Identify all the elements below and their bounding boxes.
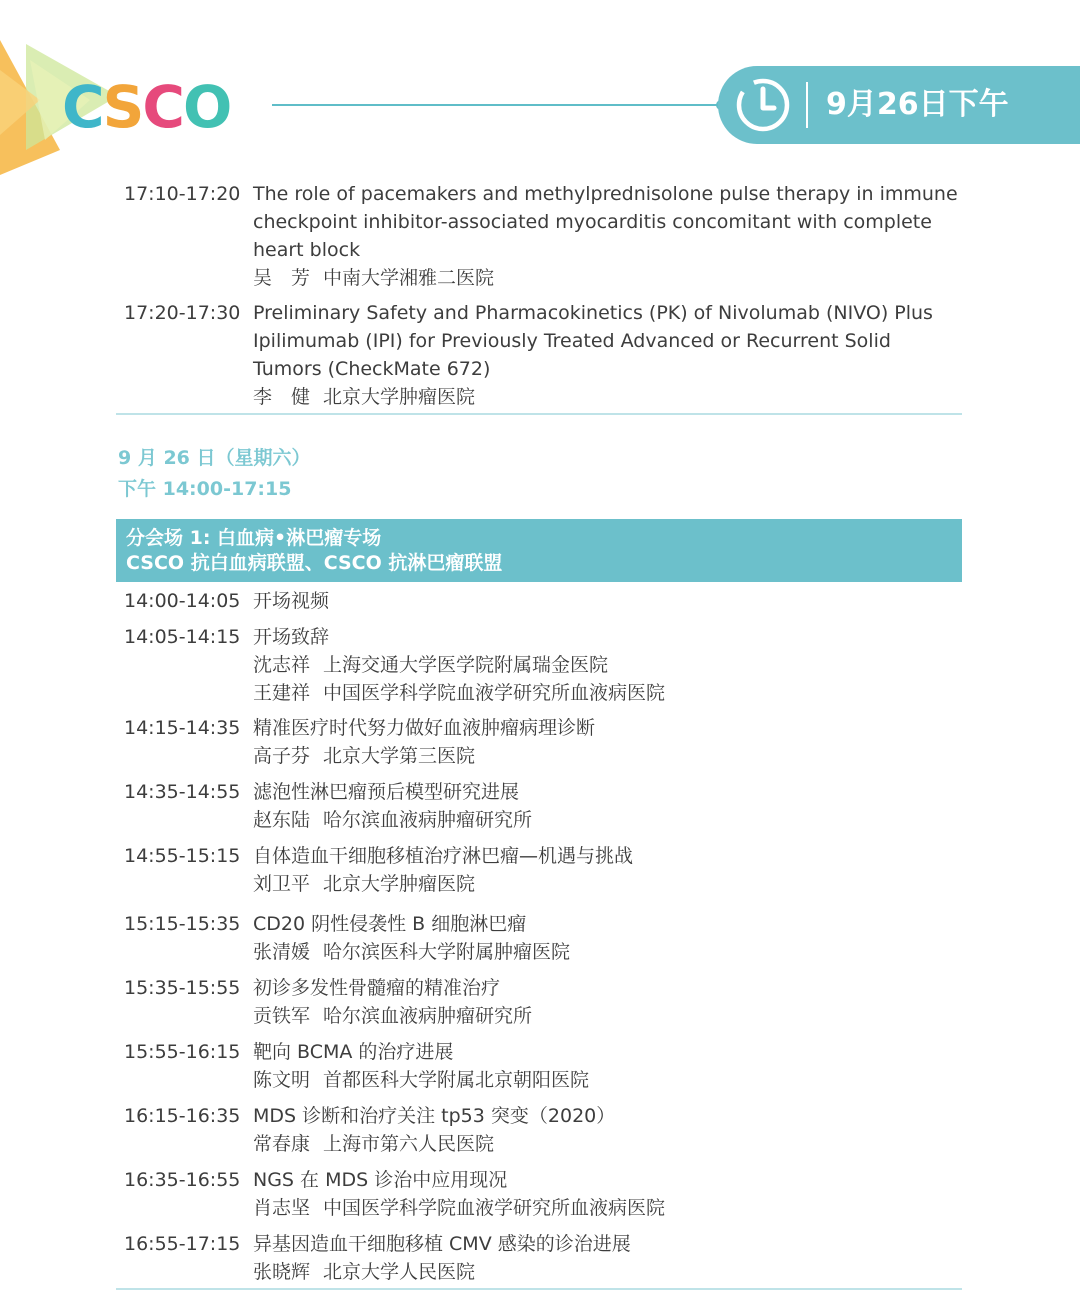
- header-divider-line: [272, 104, 732, 106]
- item-title: 初诊多发性骨髓瘤的精准治疗: [253, 977, 501, 999]
- item-title: 滤泡性淋巴瘤预后模型研究进展: [253, 781, 520, 803]
- item-title: 开场致辞: [253, 626, 330, 648]
- item-speaker: [253, 264, 963, 292]
- item-time: 15:15-15:35: [124, 913, 241, 935]
- item-speaker: [253, 1002, 963, 1030]
- item-time: 14:55-15:15: [124, 845, 241, 867]
- page-header: [0, 0, 1080, 170]
- item-title: 自体造血干细胞移植治疗淋巴瘤—机遇与挑战: [253, 845, 634, 867]
- item-title: 精准医疗时代努力做好血液肿瘤病理诊断: [253, 717, 596, 739]
- speaker-name: 常春康: [253, 1133, 311, 1155]
- speaker-name: 贡铁军: [253, 1005, 311, 1027]
- item-speaker: [253, 1066, 963, 1094]
- speaker-name: 赵东陆: [253, 809, 311, 831]
- speaker-institution: 哈尔滨血液病肿瘤研究所: [323, 809, 533, 831]
- speaker-institution: 北京大学第三医院: [323, 745, 476, 767]
- speaker-institution: 北京大学肿瘤医院: [323, 873, 476, 895]
- section-divider: [116, 1288, 962, 1290]
- item-title: The role of pacemakers and methylprednisolone pulse therapy in immune checkpoint inhibitor-associated myocarditis concomitant with complete heart block: [253, 183, 958, 261]
- item-speaker: [253, 679, 963, 707]
- day-date: 9 月 26 日（星期六）: [118, 447, 311, 469]
- item-title: CD20 阴性侵袭性 B 细胞淋巴瘤: [253, 913, 527, 935]
- item-title: Preliminary Safety and Pharmacokinetics (PK) of Nivolumab (NIVO) Plus Ipilimumab (IPI) for Previously Treated Advanced or Recurrent Solid Tumors (CheckMate 672): [253, 302, 933, 380]
- speaker-institution: 首都医科大学附属北京朝阳医院: [323, 1069, 590, 1091]
- item-speaker: [253, 938, 963, 966]
- speaker-name: 刘卫平: [253, 873, 311, 895]
- speaker-name: 高子芬: [253, 745, 311, 767]
- item-title: 靶向 BCMA 的治疗进展: [253, 1041, 454, 1063]
- item-speaker: [253, 1130, 963, 1158]
- item-speaker: [253, 870, 963, 898]
- speaker-name: 沈志祥: [253, 654, 311, 676]
- section-divider: [116, 413, 962, 415]
- item-time: 16:55-17:15: [124, 1233, 241, 1255]
- speaker-name: 肖志坚: [253, 1197, 311, 1219]
- item-time: 17:10-17:20: [124, 183, 241, 205]
- item-title: 异基因造血干细胞移植 CMV 感染的诊治进展: [253, 1233, 631, 1255]
- item-title: 开场视频: [253, 590, 330, 612]
- speaker-institution: 上海市第六人民医院: [323, 1133, 495, 1155]
- speaker-name: 王建祥: [253, 682, 311, 704]
- item-time: 15:55-16:15: [124, 1041, 241, 1063]
- item-speaker: [253, 1258, 963, 1286]
- speaker-institution: 中国医学科学院血液学研究所血液病医院: [323, 1197, 666, 1219]
- item-title: NGS 在 MDS 诊治中应用现况: [253, 1169, 508, 1191]
- item-time: 16:15-16:35: [124, 1105, 241, 1127]
- speaker-name: 张清媛: [253, 941, 311, 963]
- item-speaker: [253, 383, 963, 411]
- speaker-institution: 北京大学肿瘤医院: [323, 386, 476, 408]
- session-header: [116, 519, 962, 582]
- speaker-institution: 北京大学人民医院: [323, 1261, 476, 1283]
- speaker-name: 李 健: [253, 386, 311, 408]
- clock-icon: [734, 76, 792, 134]
- date-label: 9月26日下午: [826, 87, 1009, 122]
- date-badge: [718, 66, 1080, 144]
- speaker-name: 陈文明: [253, 1069, 311, 1091]
- item-speaker: [253, 806, 963, 834]
- speaker-institution: 哈尔滨医科大学附属肿瘤医院: [323, 941, 571, 963]
- speaker-institution: 中南大学湘雅二医院: [323, 267, 495, 289]
- day-time: 下午 14:00-17:15: [118, 478, 292, 500]
- csco-logo: C S C O: [62, 73, 231, 141]
- speaker-institution: 哈尔滨血液病肿瘤研究所: [323, 1005, 533, 1027]
- item-speaker: [253, 651, 963, 679]
- session-organizers: CSCO 抗白血病联盟、CSCO 抗淋巴瘤联盟: [126, 552, 503, 574]
- item-time: 14:15-14:35: [124, 717, 241, 739]
- item-time: 14:05-14:15: [124, 626, 241, 648]
- speaker-institution: 上海交通大学医学院附属瑞金医院: [323, 654, 609, 676]
- item-speaker: [253, 742, 963, 770]
- session-title: 分会场 1: 白血病•淋巴瘤专场: [126, 527, 382, 549]
- item-title: MDS 诊断和治疗关注 tp53 突变（2020）: [253, 1105, 616, 1127]
- badge-divider: [806, 82, 808, 128]
- item-speaker: [253, 1194, 963, 1222]
- item-time: 15:35-15:55: [124, 977, 241, 999]
- speaker-institution: 中国医学科学院血液学研究所血液病医院: [323, 682, 666, 704]
- speaker-name: 吴 芳: [253, 267, 311, 289]
- speaker-name: 张晓辉: [253, 1261, 311, 1283]
- item-time: 16:35-16:55: [124, 1169, 241, 1191]
- item-time: 14:00-14:05: [124, 590, 241, 612]
- item-time: 14:35-14:55: [124, 781, 241, 803]
- item-time: 17:20-17:30: [124, 302, 241, 324]
